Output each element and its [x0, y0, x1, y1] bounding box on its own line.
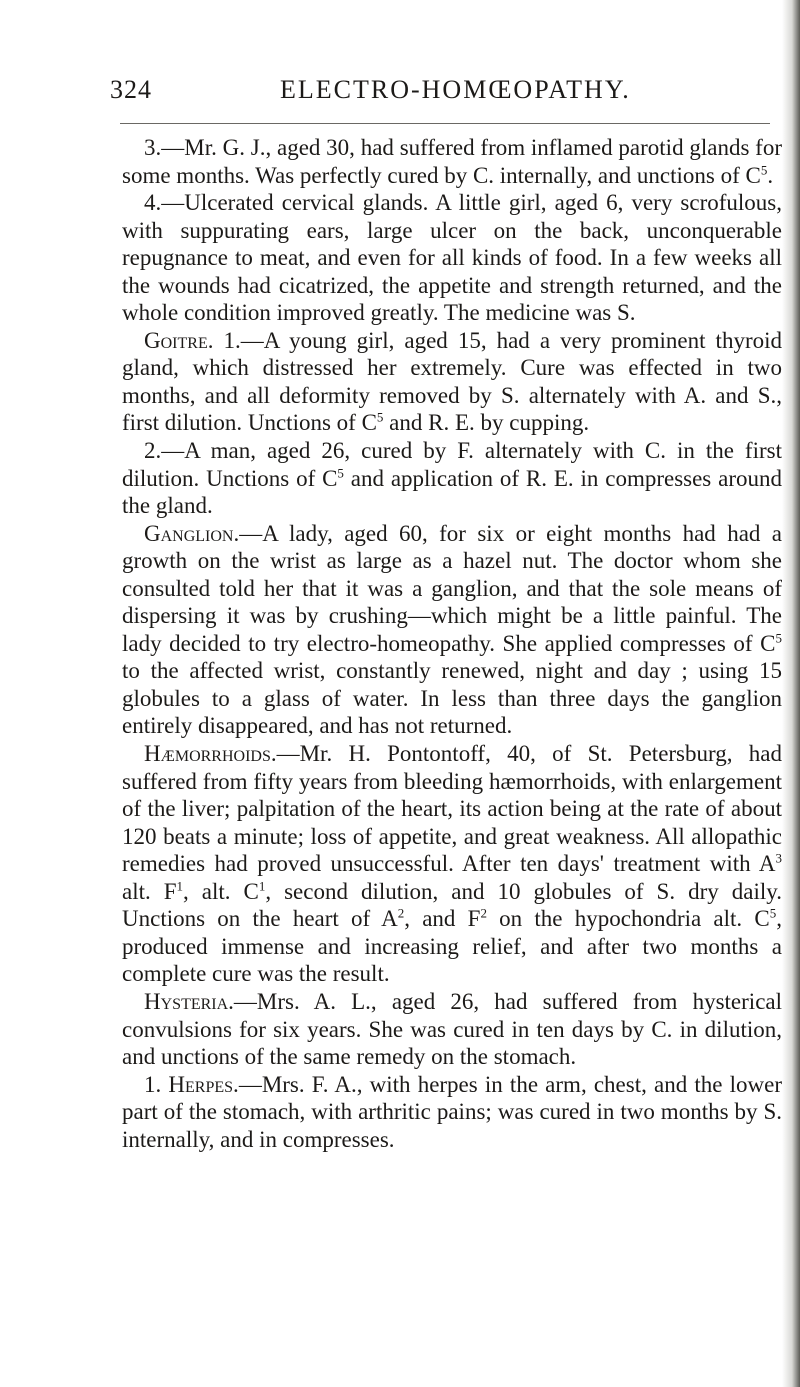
text-run: and R. E. by cupping. — [383, 410, 590, 436]
section-heading: Hæmorrhoids. — [144, 741, 277, 767]
text-run: —Mrs. F. A., with herpes in the arm, chest, and the lower part of the stomach, with arthritic pains; was cured in two months by S. internally, and in compresses. — [122, 1071, 783, 1152]
text-run: to the affected wrist, constantly renewed, night and day ; using 15 globules to a glass of water. In less than three days the ganglion entirely disappeared, and has not returned. — [122, 658, 782, 739]
text-run: —Mrs. A. L., aged 26, had suffered from hysterical convulsions for six years. She was cured in ten days by C. in dilution, and unctions of the same remedy on the stomach. — [122, 988, 782, 1070]
section-heading: Herpes. — [168, 1071, 239, 1097]
paragraph-case-3 — [122, 134, 782, 189]
superscript: 1 — [258, 878, 266, 894]
text-run: and application of R. E. in compresses around the gland. — [122, 465, 782, 519]
paragraph-herpes-1 — [122, 1071, 782, 1154]
paragraph-goitre-2 — [122, 437, 782, 520]
text-run: , and F — [404, 906, 481, 932]
superscript: 2 — [397, 905, 405, 921]
running-head — [110, 75, 780, 115]
superscript: 5 — [769, 905, 777, 921]
text-run: —Mr. H. Pontontoff, 40, of St. Petersburg, had suffered from fifty years from bleeding hæmorrhoids, with enlargement of the liver; palpitation of the heart, its action being at the rate of about 120 beats a minute; loss of appetite, and great weakness. All allopathic remedies had proved unsuccessful. After ten days' treatment with A — [122, 741, 782, 877]
superscript: 2 — [480, 905, 487, 921]
text-run: , second dilution, and 10 globules of S. dry daily. Unctions on the heart of A — [122, 878, 782, 932]
section-heading: Ganglion. — [144, 520, 240, 546]
text-run: , alt. C — [183, 878, 259, 904]
section-heading: Goitre. — [144, 327, 214, 353]
text-run: 1.—A young girl, aged 15, had a very prominent thyroid gland, which distressed her extremely. Cure was effected in two months, and all deformity removed by S. alternately with A. and S., first dilution. Unctions of C — [122, 327, 782, 436]
text-run: —A lady, aged 60, for six or eight months had had a growth on the wrist as large as a hazel nut. The doctor whom she consulted told her that it was a ganglion, and that the sole means of dispersing it was by crushing—which might be a little painful. The lady decided to try electro-homeopathy. She applied compresses of C — [122, 520, 782, 656]
text-run: 3.—Mr. G. J., aged 30, had suffered from inflamed parotid glands for some months. Was perfectly cured by C. internally, and unctions of C — [122, 135, 782, 188]
paragraph-haemorrhoids — [122, 740, 782, 988]
superscript: 5 — [775, 630, 782, 646]
paragraph-goitre-1 — [122, 327, 782, 437]
text-run: on the hypochondria alt. C — [486, 906, 770, 932]
page-edge-shadow — [782, 0, 800, 1387]
text-run: 2.—A man, aged 26, cured by F. alternately with C. in the first dilution. Unctions of C — [122, 438, 782, 491]
text-run: 1. — [144, 1071, 169, 1097]
section-heading: Hysteria. — [144, 988, 234, 1014]
superscript: 1 — [176, 878, 184, 894]
running-title: ELECTRO-HOMŒOPATHY. — [280, 75, 631, 104]
superscript: 5 — [760, 161, 768, 177]
text-run: . — [767, 162, 774, 188]
superscript: 5 — [376, 409, 384, 425]
paragraph-case-4 — [122, 189, 782, 327]
superscript: 5 — [337, 464, 344, 480]
body-text — [122, 134, 782, 1153]
superscript: 3 — [775, 850, 782, 866]
text-run: alt. F — [122, 878, 177, 904]
paragraph-hysteria — [122, 988, 782, 1071]
header-rule — [120, 123, 770, 124]
paragraph-ganglion — [122, 520, 782, 740]
text-run: , produced immense and increasing relief, and after two months a complete cure was the result. — [122, 906, 782, 987]
page-number: 324 — [110, 75, 152, 104]
text-run: 4.—Ulcerated cervical glands. A little girl, aged 6, very scrofulous, with suppurating ears, large ulcer on the back, unconquerable repugnance to meat, and even for all kinds of food. In a few weeks all the wounds had cicatrized, the appetite and strength returned, and the whole condition improved greatly. The medicine was S. — [122, 190, 782, 326]
